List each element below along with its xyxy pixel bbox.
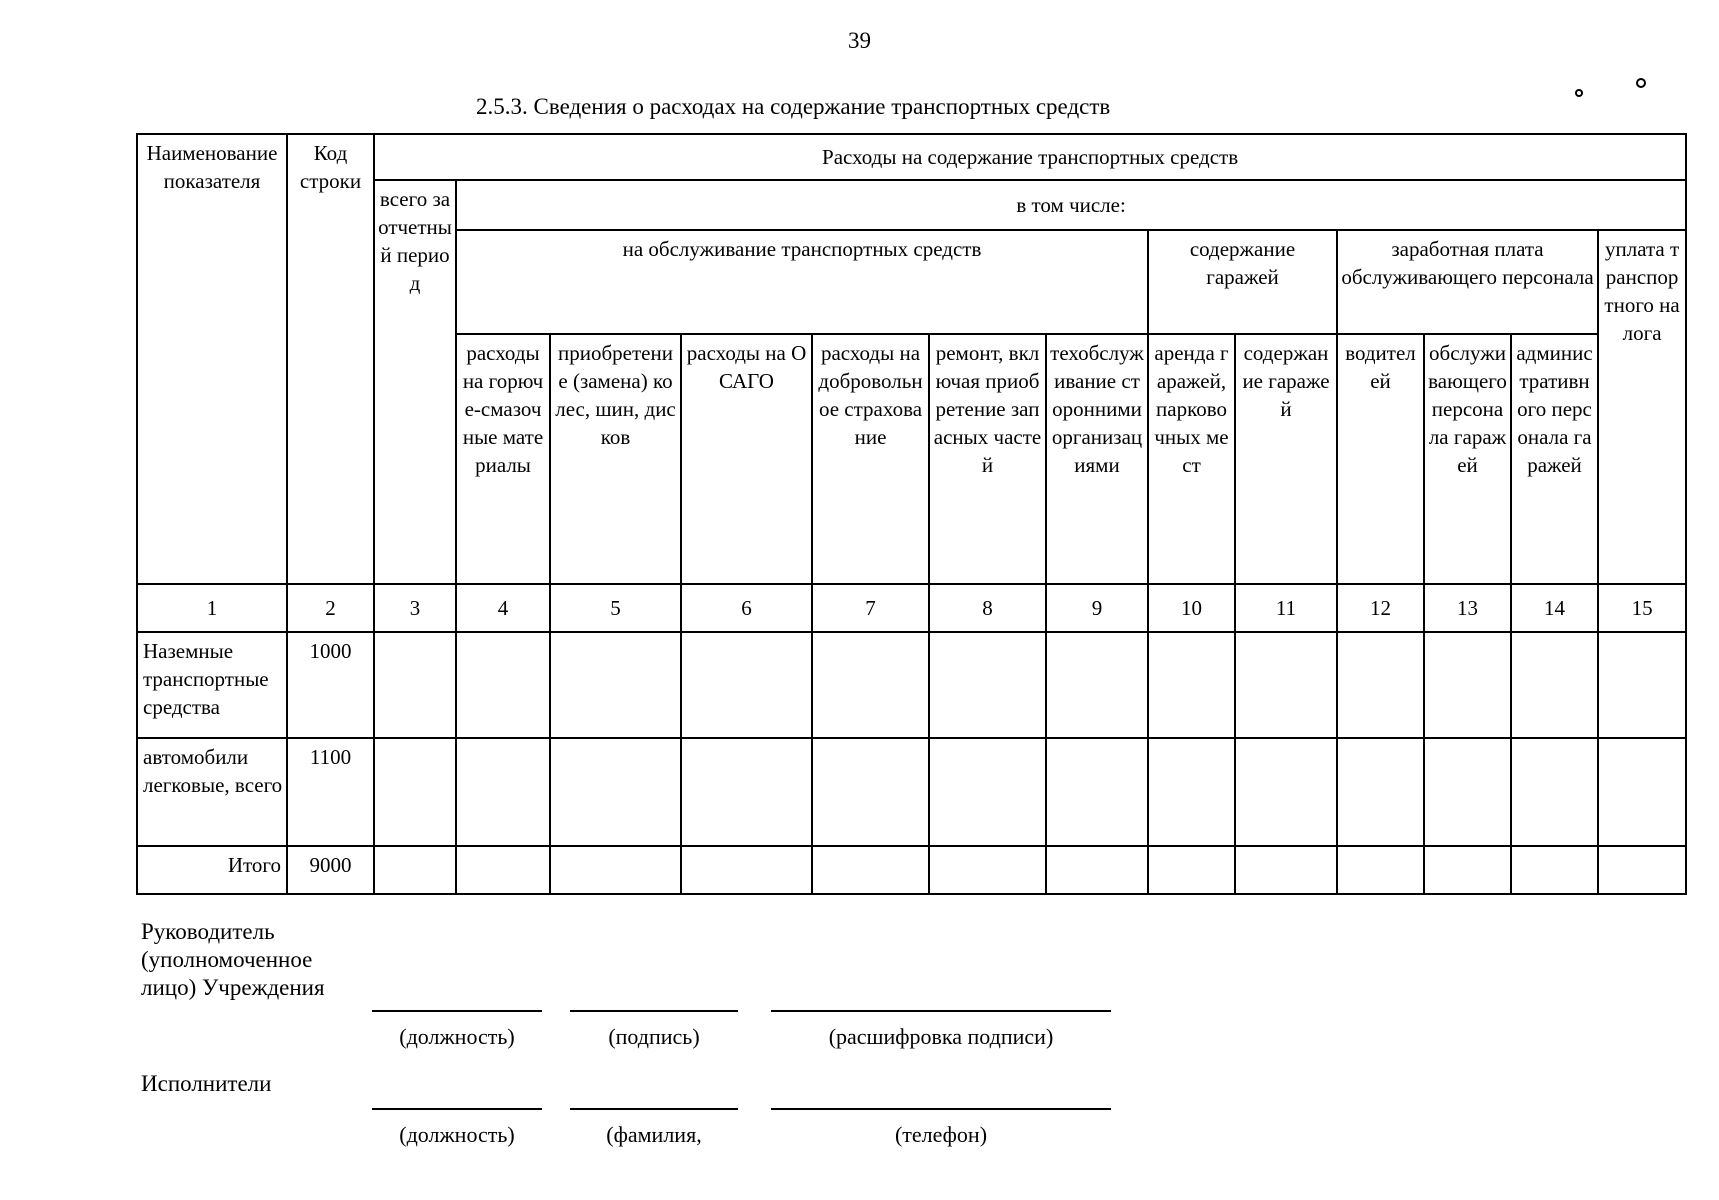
data-cell[interactable] (1046, 846, 1148, 894)
executor-line-position[interactable] (372, 1108, 542, 1110)
signature-line-name[interactable] (771, 1010, 1111, 1012)
expenses-table (136, 133, 1687, 895)
row-code: 1000 (287, 632, 374, 738)
caption-position: (должность) (399, 1024, 515, 1049)
executor-line-surname[interactable] (570, 1108, 738, 1110)
data-cell[interactable] (1424, 632, 1511, 738)
header-service-staff: обслуживающего персонала гаражей (1424, 334, 1511, 584)
caption-executor-surname: (фамилия, (606, 1122, 702, 1147)
data-cell[interactable] (681, 632, 812, 738)
data-cell[interactable] (374, 846, 456, 894)
column-number: 1 (137, 584, 287, 632)
executor-line-phone[interactable] (771, 1108, 1111, 1110)
section-title: 2.5.3. Сведения о расходах на содержание транспортных средств (476, 94, 1111, 119)
data-cell[interactable] (929, 632, 1046, 738)
caption-executor-phone: (телефон) (894, 1122, 988, 1147)
signature-line-signature[interactable] (570, 1010, 738, 1012)
signature-line-position[interactable] (372, 1010, 542, 1012)
column-number: 8 (929, 584, 1046, 632)
header-drivers: водителей (1337, 334, 1424, 584)
data-cell[interactable] (550, 632, 681, 738)
header-staff-salary: заработная плата обслуживающего персонала (1337, 230, 1598, 334)
data-cell[interactable] (929, 846, 1046, 894)
column-number: 15 (1598, 584, 1686, 632)
caption-executor-position: (должность) (399, 1122, 515, 1147)
data-cell[interactable] (374, 632, 456, 738)
table-row (137, 738, 1686, 846)
header-voluntary-insurance: расходы на добровольное страхование (812, 334, 929, 584)
row-name: Наземные транспортные средства (137, 632, 287, 738)
data-cell[interactable] (1511, 846, 1598, 894)
column-number: 5 (550, 584, 681, 632)
column-number: 9 (1046, 584, 1148, 632)
header-admin-staff: административного персонала гаражей (1511, 334, 1598, 584)
header-garage-maintenance: содержание гаражей (1235, 334, 1337, 584)
column-number: 13 (1424, 584, 1511, 632)
column-number: 7 (812, 584, 929, 632)
executors-label: Исполнители (141, 1071, 272, 1096)
data-cell[interactable] (1424, 738, 1511, 846)
head-label: Руководитель (уполномоченное лицо) Учреждения (141, 919, 325, 1000)
total-row (137, 846, 1686, 894)
page-number: 39 (848, 28, 871, 53)
data-cell[interactable] (1235, 632, 1337, 738)
caption-signature: (подпись) (608, 1024, 700, 1049)
data-cell[interactable] (1235, 846, 1337, 894)
header-wheels: приобретение (замена) колес, шин, дисков (550, 334, 681, 584)
data-cell[interactable] (929, 738, 1046, 846)
data-cell[interactable] (1598, 632, 1686, 738)
header-maintenance: на обслуживание транспортных средств (456, 230, 1148, 334)
data-cell[interactable] (1337, 738, 1424, 846)
data-cell[interactable] (1424, 846, 1511, 894)
data-cell[interactable] (812, 846, 929, 894)
header-name-column: Наименование показателя (137, 134, 287, 584)
column-number: 6 (681, 584, 812, 632)
data-cell[interactable] (1046, 738, 1148, 846)
table-row (137, 632, 1686, 738)
row-code: 1100 (287, 738, 374, 846)
column-number: 3 (374, 584, 456, 632)
header-total-period: всего за отчетный период (374, 180, 456, 584)
data-cell[interactable] (1511, 632, 1598, 738)
data-cell[interactable] (1148, 738, 1235, 846)
column-number: 12 (1337, 584, 1424, 632)
header-including: в том числе: (456, 180, 1686, 230)
data-cell[interactable] (456, 846, 550, 894)
header-expenses: Расходы на содержание транспортных средств (374, 134, 1686, 180)
column-number: 14 (1511, 584, 1598, 632)
data-cell[interactable] (374, 738, 456, 846)
total-label: Итого (137, 846, 287, 894)
row-name: автомобили легковые, всего (137, 738, 287, 846)
data-cell[interactable] (456, 738, 550, 846)
data-cell[interactable] (1046, 632, 1148, 738)
caption-name: (расшифровка подписи) (828, 1024, 1054, 1049)
data-cell[interactable] (1598, 738, 1686, 846)
header-osago: расходы на ОСАГО (681, 334, 812, 584)
data-cell[interactable] (1148, 846, 1235, 894)
column-number: 2 (287, 584, 374, 632)
column-number: 10 (1148, 584, 1235, 632)
data-cell[interactable] (550, 846, 681, 894)
column-number: 4 (456, 584, 550, 632)
data-cell[interactable] (456, 632, 550, 738)
scan-dot (1575, 89, 1583, 97)
column-number: 11 (1235, 584, 1337, 632)
header-fuel: расходы на горюче-смазочные материалы (456, 334, 550, 584)
data-cell[interactable] (1511, 738, 1598, 846)
scan-dot (1636, 78, 1646, 88)
header-garage-rent: аренда гаражей, парковочных мест (1148, 334, 1235, 584)
header-garage-upkeep: содержание гаражей (1148, 230, 1337, 334)
header-code-column: Код строки (287, 134, 374, 584)
data-cell[interactable] (1148, 632, 1235, 738)
header-transport-tax: уплата транспортного налога (1598, 230, 1686, 584)
data-cell[interactable] (1337, 632, 1424, 738)
total-code: 9000 (287, 846, 374, 894)
data-cell[interactable] (1598, 846, 1686, 894)
data-cell[interactable] (812, 738, 929, 846)
data-cell[interactable] (1337, 846, 1424, 894)
data-cell[interactable] (550, 738, 681, 846)
data-cell[interactable] (1235, 738, 1337, 846)
data-cell[interactable] (812, 632, 929, 738)
header-third-party-service: техобслуживание сторонними организациями (1046, 334, 1148, 584)
data-cell[interactable] (681, 738, 812, 846)
data-cell[interactable] (681, 846, 812, 894)
header-repair: ремонт, включая приобретение запасных частей (929, 334, 1046, 584)
